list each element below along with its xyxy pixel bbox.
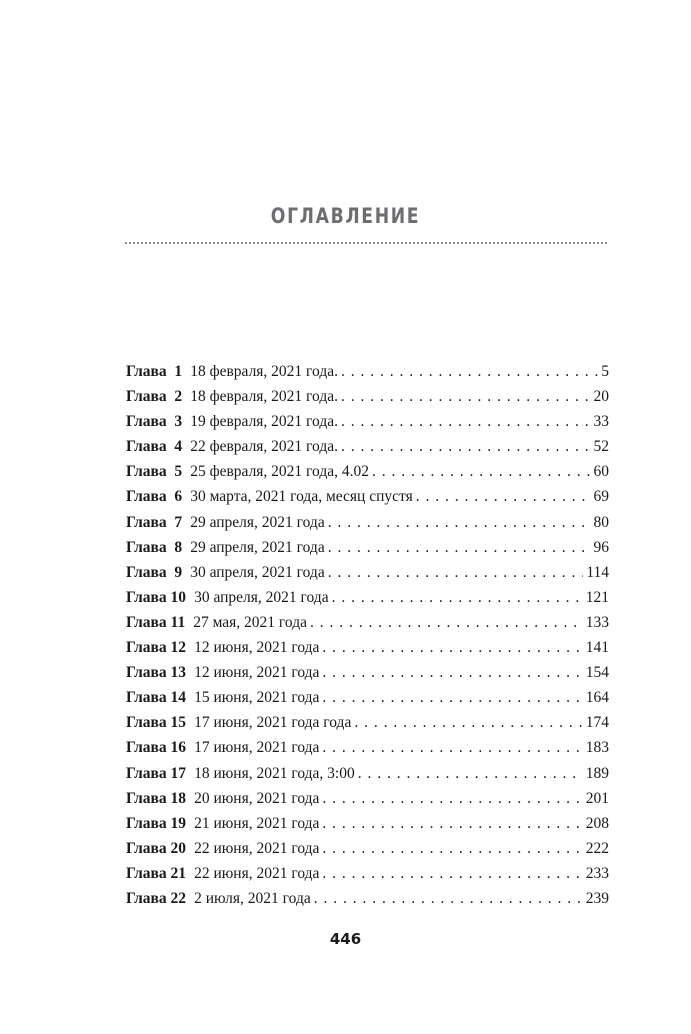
toc-entry bbox=[126, 388, 609, 413]
chapter-title: 12 июня, 2021 года bbox=[194, 664, 320, 682]
chapter-page-number: 96 bbox=[593, 538, 609, 556]
dot-leader bbox=[314, 890, 583, 908]
chapter-page-number: 114 bbox=[586, 563, 609, 581]
page-number: 446 bbox=[329, 930, 362, 948]
chapter-page-number: 183 bbox=[585, 739, 609, 757]
chapter-label: Глава 14 bbox=[126, 689, 187, 707]
chapter-label: Глава 19 bbox=[126, 814, 187, 832]
chapter-title: 21 июня, 2021 года bbox=[194, 814, 320, 832]
dot-leader bbox=[322, 790, 582, 808]
dot-leader bbox=[358, 765, 583, 783]
chapter-label: Глава 20 bbox=[126, 839, 187, 857]
chapter-title: 30 апреля, 2021 года bbox=[194, 588, 329, 606]
chapter-label: Глава 5 bbox=[126, 463, 183, 481]
chapter-label: Глава 13 bbox=[126, 664, 187, 682]
dot-leader bbox=[372, 463, 591, 481]
dot-leader bbox=[341, 438, 591, 456]
toc-entry bbox=[126, 714, 609, 739]
chapter-page-number: 233 bbox=[585, 864, 609, 882]
chapter-label: Глава 6 bbox=[126, 488, 183, 506]
toc-entry bbox=[126, 765, 609, 790]
heading-dotted-rule bbox=[125, 242, 607, 244]
chapter-title: 25 февраля, 2021 года, 4.02 bbox=[190, 463, 369, 481]
chapter-label: Глава 8 bbox=[126, 538, 183, 556]
chapter-title: 27 мая, 2021 года bbox=[193, 613, 307, 631]
chapter-label: Глава 7 bbox=[126, 513, 183, 531]
chapter-page-number: 52 bbox=[593, 438, 609, 456]
chapter-title: 15 июня, 2021 года bbox=[194, 689, 320, 707]
dot-leader bbox=[322, 865, 582, 883]
chapter-page-number: 60 bbox=[593, 463, 609, 481]
dot-leader bbox=[341, 413, 591, 431]
chapter-label: Глава 3 bbox=[126, 413, 183, 431]
toc-entry bbox=[126, 488, 609, 513]
dot-leader bbox=[341, 388, 591, 406]
dot-leader bbox=[354, 714, 582, 732]
chapter-page-number: 20 bbox=[593, 388, 609, 406]
dot-leader bbox=[328, 564, 584, 582]
toc-entry bbox=[126, 865, 609, 890]
dot-leader bbox=[322, 689, 582, 707]
toc-entry bbox=[126, 438, 609, 463]
chapter-page-number: 121 bbox=[585, 588, 609, 606]
toc-entry bbox=[126, 539, 609, 564]
toc-entry bbox=[126, 564, 609, 589]
chapter-label: Глава 21 bbox=[126, 864, 187, 882]
dot-leader bbox=[322, 815, 582, 833]
chapter-page-number: 208 bbox=[585, 814, 609, 832]
chapter-label: Глава 18 bbox=[126, 789, 187, 807]
chapter-label: Глава 15 bbox=[126, 714, 187, 732]
chapter-page-number: 69 bbox=[593, 488, 609, 506]
chapter-title: 29 апреля, 2021 года bbox=[190, 538, 325, 556]
toc-entry bbox=[126, 639, 609, 664]
chapter-title: 22 февраля, 2021 года. bbox=[190, 438, 338, 456]
chapter-label: Глава 4 bbox=[126, 438, 183, 456]
dot-leader bbox=[328, 539, 591, 557]
chapter-page-number: 154 bbox=[585, 664, 609, 682]
chapter-page-number: 141 bbox=[585, 639, 609, 657]
chapter-page-number: 174 bbox=[585, 714, 609, 732]
chapter-page-number: 164 bbox=[585, 689, 609, 707]
dot-leader bbox=[332, 589, 583, 607]
chapter-label: Глава 1 bbox=[126, 363, 183, 380]
chapter-page-number: 201 bbox=[585, 789, 609, 807]
chapter-page-number: 239 bbox=[585, 889, 609, 907]
dot-leader bbox=[416, 488, 591, 506]
chapter-title: 30 марта, 2021 года, месяц спустя bbox=[190, 488, 413, 506]
toc-entry bbox=[126, 514, 609, 539]
dot-leader bbox=[328, 514, 591, 532]
chapter-page-number: 33 bbox=[593, 413, 609, 431]
toc-list bbox=[126, 363, 609, 915]
chapter-title: 12 июня, 2021 года bbox=[194, 639, 320, 657]
chapter-page-number: 5 bbox=[601, 363, 609, 380]
toc-entry bbox=[126, 413, 609, 438]
toc-entry bbox=[126, 815, 609, 840]
chapter-title: 29 апреля, 2021 года bbox=[190, 513, 325, 531]
chapter-title: 18 февраля, 2021 года. bbox=[190, 388, 338, 406]
dot-leader bbox=[322, 739, 582, 757]
chapter-page-number: 222 bbox=[585, 839, 609, 857]
chapter-page-number: 133 bbox=[585, 613, 609, 631]
chapter-title: 2 июля, 2021 года bbox=[194, 889, 311, 907]
dot-leader bbox=[322, 840, 582, 858]
dot-leader bbox=[341, 363, 598, 381]
dot-leader bbox=[322, 639, 582, 657]
chapter-title: 19 февраля, 2021 года. bbox=[190, 413, 338, 431]
chapter-title: 30 апреля, 2021 года bbox=[190, 563, 325, 581]
toc-entry bbox=[126, 463, 609, 488]
toc-entry bbox=[126, 840, 609, 865]
toc-entry bbox=[126, 739, 609, 764]
chapter-title: 18 февраля, 2021 года. bbox=[190, 363, 338, 380]
chapter-label: Глава 2 bbox=[126, 388, 183, 406]
dot-leader bbox=[310, 614, 583, 632]
chapter-label: Глава 12 bbox=[126, 639, 187, 657]
chapter-label: Глава 16 bbox=[126, 739, 187, 757]
toc-entry bbox=[126, 614, 609, 639]
chapter-page-number: 189 bbox=[585, 764, 609, 782]
dot-leader bbox=[322, 664, 582, 682]
chapter-label: Глава 9 bbox=[126, 563, 183, 581]
toc-entry bbox=[126, 363, 609, 388]
chapter-title: 22 июня, 2021 года bbox=[194, 839, 320, 857]
toc-entry bbox=[126, 790, 609, 815]
chapter-title: 17 июня, 2021 года года bbox=[194, 714, 352, 732]
toc-entry bbox=[126, 689, 609, 714]
chapter-title: 18 июня, 2021 года, 3:00 bbox=[194, 764, 355, 782]
chapter-label: Глава 11 bbox=[126, 613, 186, 631]
chapter-label: Глава 17 bbox=[126, 764, 187, 782]
toc-entry bbox=[126, 589, 609, 614]
toc-entry bbox=[126, 890, 609, 915]
toc-entry bbox=[126, 664, 609, 689]
chapter-label: Глава 10 bbox=[126, 588, 187, 606]
chapter-title: 22 июня, 2021 года bbox=[194, 864, 320, 882]
chapter-title: 20 июня, 2021 года bbox=[194, 789, 320, 807]
chapter-title: 17 июня, 2021 года bbox=[194, 739, 320, 757]
toc-heading: ОГЛАВЛЕНИЕ bbox=[270, 204, 421, 228]
chapter-label: Глава 22 bbox=[126, 889, 187, 907]
chapter-page-number: 80 bbox=[593, 513, 609, 531]
